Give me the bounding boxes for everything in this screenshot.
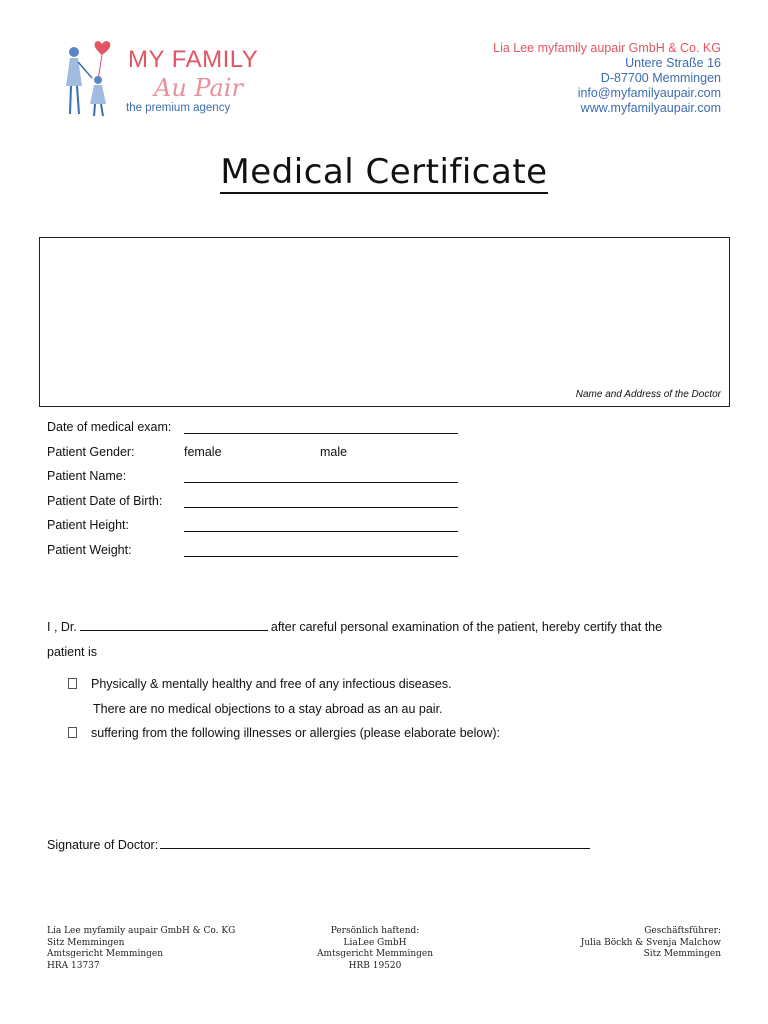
height-label: Patient Height: bbox=[47, 518, 129, 532]
gender-option-male[interactable]: male bbox=[320, 444, 348, 459]
option-illness-label: suffering from the following illnesses or allergies (please elaborate below): bbox=[91, 726, 501, 740]
weight-input-line[interactable] bbox=[184, 556, 458, 557]
footer-middle-line: HRB 19520 bbox=[348, 960, 402, 971]
address-street: Untere Straße 16 bbox=[625, 56, 721, 70]
address-email[interactable]: info@myfamilyaupair.com bbox=[577, 86, 721, 100]
checkbox-healthy[interactable] bbox=[68, 678, 77, 689]
family-figures-icon bbox=[62, 38, 126, 122]
logo-title: MY FAMILY bbox=[128, 46, 259, 73]
option-healthy-label: Physically & mentally healthy and free of any infectious diseases. bbox=[91, 677, 452, 691]
cert-suffix: after careful personal examination of the patient, hereby certify that the bbox=[270, 620, 663, 634]
address-city: D-87700 Memmingen bbox=[600, 71, 721, 85]
checkbox-illness[interactable] bbox=[68, 727, 77, 738]
option-healthy-note: There are no medical objections to a stay abroad as an au pair. bbox=[93, 702, 443, 716]
signature-row bbox=[47, 836, 590, 852]
footer-right-line: Julia Böckh & Svenja Malchow bbox=[580, 937, 721, 948]
name-label: Patient Name: bbox=[47, 469, 127, 483]
exam-date-label: Date of medical exam: bbox=[47, 420, 172, 434]
footer-middle-line: Amtsgericht Memmingen bbox=[316, 949, 434, 959]
exam-date-input-line[interactable] bbox=[184, 433, 458, 434]
option-illness[interactable] bbox=[68, 726, 500, 740]
doctor-address-box[interactable] bbox=[39, 237, 730, 407]
footer-left-line: Lia Lee myfamily aupair GmbH & Co. KG bbox=[47, 926, 236, 936]
footer-left bbox=[47, 926, 235, 972]
doctor-name-input-line[interactable] bbox=[80, 618, 268, 631]
footer-right-line: Geschäftsführer: bbox=[644, 926, 721, 936]
name-input-line[interactable] bbox=[184, 482, 458, 483]
company-logo bbox=[62, 38, 282, 122]
page-title: Medical Certificate bbox=[220, 152, 548, 192]
logo-tagline: the premium agency bbox=[126, 102, 231, 114]
signature-input-line[interactable] bbox=[160, 836, 590, 849]
cert-line2: patient is bbox=[47, 645, 98, 659]
company-name: Lia Lee myfamily aupair GmbH & Co. KG bbox=[493, 41, 721, 55]
address-website[interactable]: www.myfamilyaupair.com bbox=[580, 101, 721, 115]
height-input-line[interactable] bbox=[184, 531, 458, 532]
signature-label: Signature of Doctor: bbox=[47, 838, 159, 852]
gender-option-female[interactable]: female bbox=[184, 444, 222, 459]
footer-left-line: Sitz Memmingen bbox=[47, 937, 125, 948]
footer-middle bbox=[300, 926, 450, 972]
footer-middle-line: LiaLee GmbH bbox=[343, 937, 407, 948]
page-title-wrap bbox=[0, 152, 768, 192]
footer-left-line: HRA 13737 bbox=[47, 960, 100, 971]
doctor-box-caption: Name and Address of the Doctor bbox=[575, 389, 721, 400]
company-address bbox=[493, 41, 721, 116]
cert-prefix: I , Dr. bbox=[47, 620, 77, 634]
footer-right-line: Sitz Memmingen bbox=[643, 949, 721, 959]
certification-statement bbox=[47, 615, 727, 665]
dob-input-line[interactable] bbox=[184, 507, 458, 508]
logo-script: Au Pair bbox=[154, 74, 243, 102]
weight-label: Patient Weight: bbox=[47, 542, 132, 557]
dob-label: Patient Date of Birth: bbox=[47, 493, 163, 508]
option-healthy[interactable] bbox=[68, 677, 452, 691]
footer-middle-line: Persönlich haftend: bbox=[330, 926, 420, 936]
gender-label: Patient Gender: bbox=[47, 444, 135, 459]
footer-right bbox=[581, 926, 721, 961]
footer-left-line: Amtsgericht Memmingen bbox=[47, 949, 164, 959]
